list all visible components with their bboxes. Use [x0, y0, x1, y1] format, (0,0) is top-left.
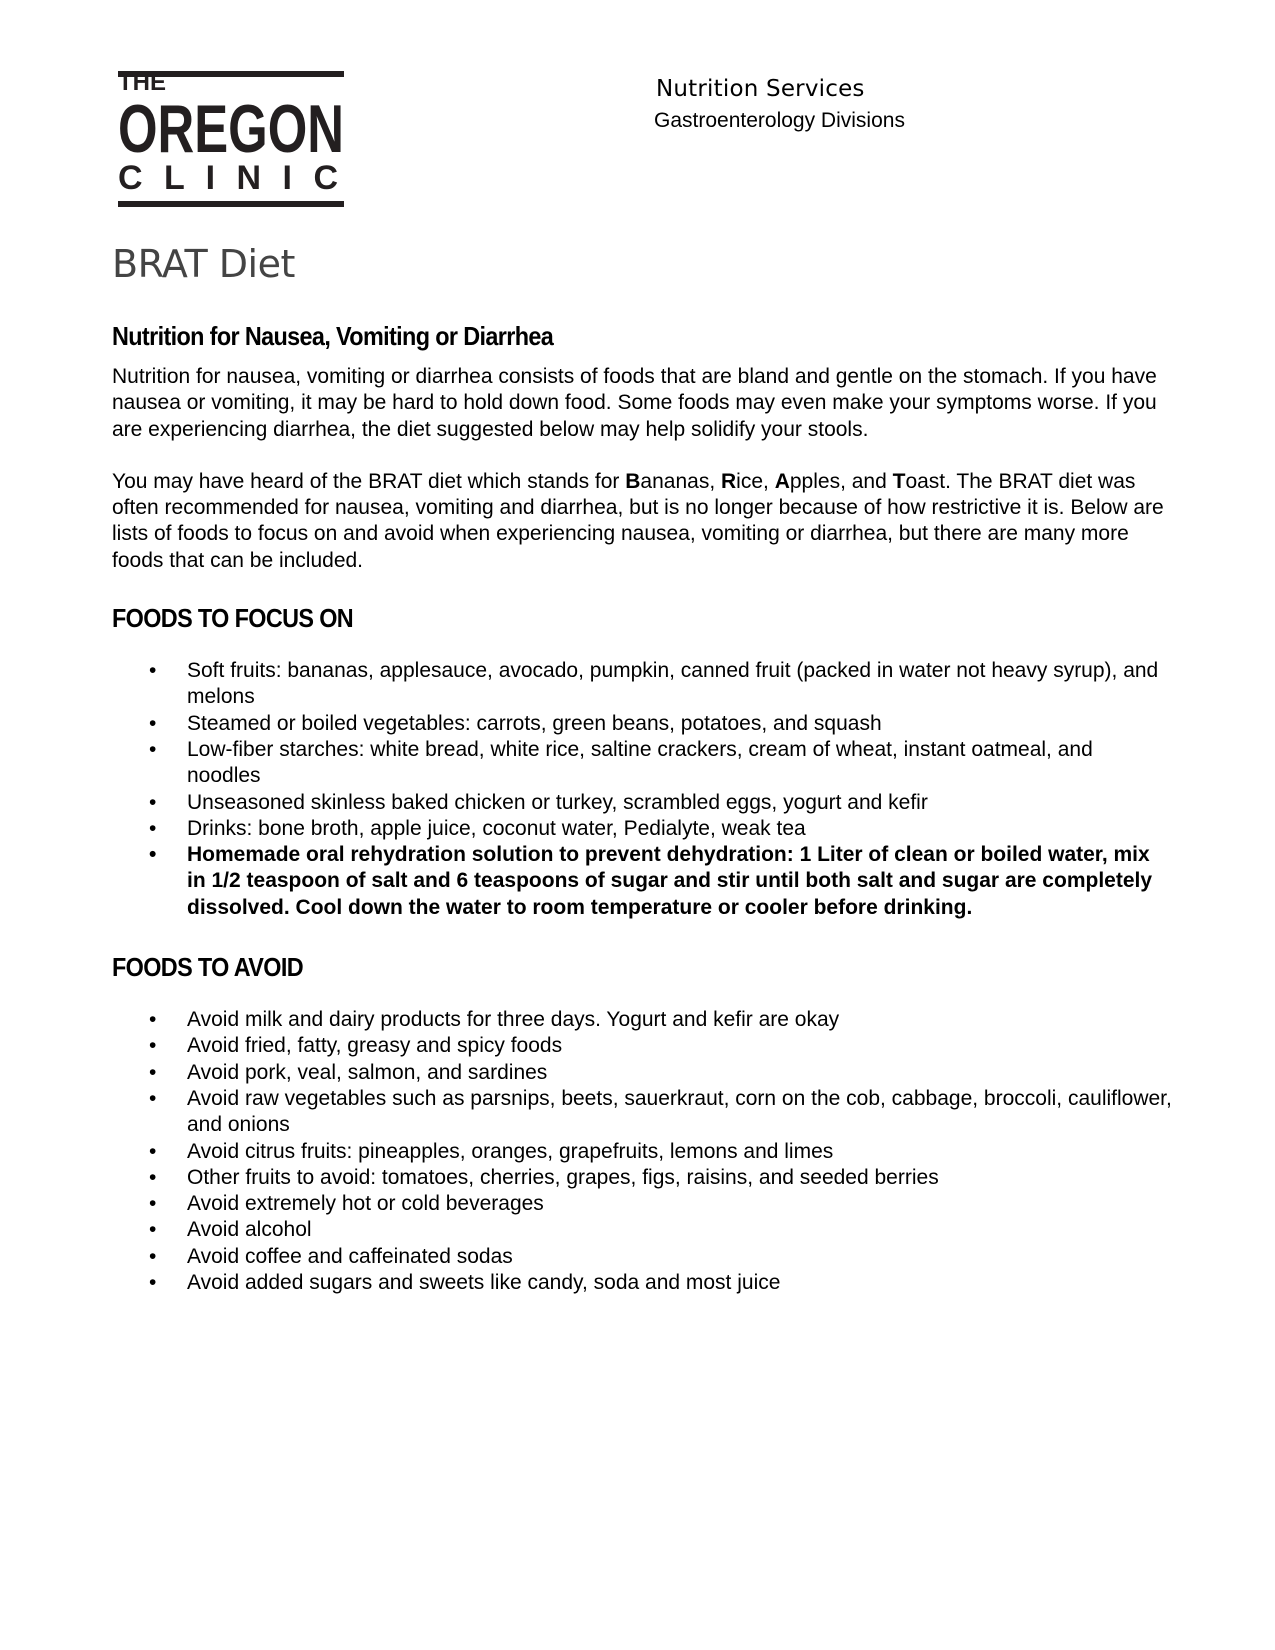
para2-rest: oast. The BRAT diet was often recommended for nausea, vomiting and diarrhea, but is no longer because of how restrictive it is. Below are lists of foods to focus on and avoid when experiencing nausea, vomiting or diarrhea, but there are many more foods that can be included.	[112, 469, 1164, 572]
org-division: Gastroenterology Divisions	[654, 109, 905, 132]
list-item-text: Other fruits to avoid: tomatoes, cherries, grapes, figs, raisins, and seeded berries	[187, 1165, 939, 1189]
list-item	[112, 1191, 1172, 1217]
list-item	[112, 1244, 1172, 1270]
bullet-icon: •	[149, 1244, 157, 1268]
bullet-icon: •	[149, 1139, 157, 1163]
document-title: BRAT Diet	[112, 242, 295, 286]
bullet-icon: •	[149, 790, 157, 814]
document-body	[112, 318, 1172, 1296]
list-item-text: Avoid alcohol	[187, 1218, 312, 1242]
list-item	[112, 1007, 1172, 1033]
bullet-icon: •	[149, 1086, 157, 1110]
list-item	[112, 1217, 1172, 1243]
para2-text-1: ananas,	[640, 469, 721, 493]
logo-bottom-rule	[118, 201, 344, 207]
bullet-icon: •	[149, 737, 157, 761]
bullet-icon: •	[149, 1271, 157, 1295]
org-header	[654, 74, 905, 136]
bullet-icon: •	[149, 1218, 157, 1242]
list-item-text: Avoid raw vegetables such as parsnips, beets, sauerkraut, corn on the cob, cabbage, broccoli, cauliflower, and onions	[187, 1086, 1172, 1137]
list-item	[112, 816, 1172, 842]
list-item-text: Homemade oral rehydration solution to prevent dehydration: 1 Liter of clean or boiled water, mix in 1/2 teaspoon of salt and 6 teaspoons of sugar and stir until both salt and sugar are completely dissolved. Cool down the water to room temperature or cooler before drinking.	[187, 843, 1153, 919]
logo-graphic	[118, 68, 344, 210]
list-item	[112, 711, 1172, 737]
bullet-icon: •	[149, 711, 157, 735]
list-item-text: Low-fiber starches: white bread, white rice, saltine crackers, cream of wheat, instant oatmeal, and noodles	[187, 737, 1093, 788]
list-item-text: Avoid extremely hot or cold beverages	[187, 1192, 544, 1216]
bullet-icon: •	[149, 1165, 157, 1189]
logo-text-oregon: OREGON	[118, 91, 344, 167]
list-item-text: Unseasoned skinless baked chicken or turkey, scrambled eggs, yogurt and kefir	[187, 790, 928, 814]
list-item-text: Avoid milk and dairy products for three days. Yogurt and kefir are okay	[187, 1008, 840, 1032]
list-item-text: Avoid fried, fatty, greasy and spicy foods	[187, 1034, 563, 1058]
list-item-text: Avoid citrus fruits: pineapples, oranges, grapefruits, lemons and limes	[187, 1139, 834, 1163]
bullet-icon: •	[149, 1008, 157, 1032]
bullet-icon: •	[149, 1034, 157, 1058]
logo-text-clinic: C L I N I C	[118, 159, 338, 197]
list-item	[112, 1086, 1172, 1139]
bullet-icon: •	[149, 843, 157, 867]
oregon-clinic-logo	[118, 68, 344, 210]
intro-heading: Nutrition for Nausea, Vomiting or Diarrhea	[112, 321, 554, 351]
list-item-text: Drinks: bone broth, apple juice, coconut water, Pedialyte, weak tea	[187, 816, 806, 840]
avoid-list	[112, 1007, 1172, 1296]
para2-bold-a: A	[774, 469, 790, 493]
bullet-icon: •	[149, 659, 157, 683]
list-item-text: Avoid pork, veal, salmon, and sardines	[187, 1060, 548, 1084]
para2-lead: You may have heard of the BRAT diet which stands for	[112, 469, 626, 493]
list-item-text: Avoid coffee and caffeinated sodas	[187, 1244, 513, 1268]
list-item	[112, 1139, 1172, 1165]
para2-text-3: pples, and	[789, 469, 893, 493]
bullet-icon: •	[149, 1192, 157, 1216]
para2-bold-r: R	[721, 469, 737, 493]
list-item-text: Soft fruits: bananas, applesauce, avocado, pumpkin, canned fruit (packed in water not heavy syrup), and melons	[187, 659, 1159, 709]
list-item	[112, 1060, 1172, 1086]
para2-bold-b: B	[625, 469, 641, 493]
intro-paragraph-2	[112, 469, 1172, 574]
bullet-icon: •	[149, 816, 157, 840]
list-item	[112, 1033, 1172, 1059]
para2-text-2: ice,	[736, 469, 775, 493]
list-item	[112, 790, 1172, 816]
intro-paragraph-1: Nutrition for nausea, vomiting or diarrhea consists of foods that are bland and gentle on the stomach. If you have nausea or vomiting, it may be hard to hold down food. Some foods may even make your symptoms worse. If you are experiencing diarrhea, the diet suggested below may help solidify your stools.	[112, 365, 1157, 441]
list-item	[112, 1165, 1172, 1191]
para2-bold-t: T	[892, 469, 906, 493]
focus-list	[112, 658, 1172, 921]
org-name: Nutrition Services	[656, 76, 865, 102]
list-item	[112, 1270, 1172, 1296]
bullet-icon: •	[149, 1060, 157, 1084]
logo-text-the: THE	[118, 69, 166, 96]
list-item	[112, 658, 1172, 711]
list-item-text: Avoid added sugars and sweets like candy, soda and most juice	[187, 1271, 781, 1295]
avoid-heading: FOODS TO AVOID	[112, 952, 303, 983]
focus-heading: FOODS TO FOCUS ON	[112, 603, 354, 634]
list-item	[112, 737, 1172, 790]
list-item-text: Steamed or boiled vegetables: carrots, green beans, potatoes, and squash	[187, 711, 882, 735]
list-item	[112, 842, 1172, 921]
